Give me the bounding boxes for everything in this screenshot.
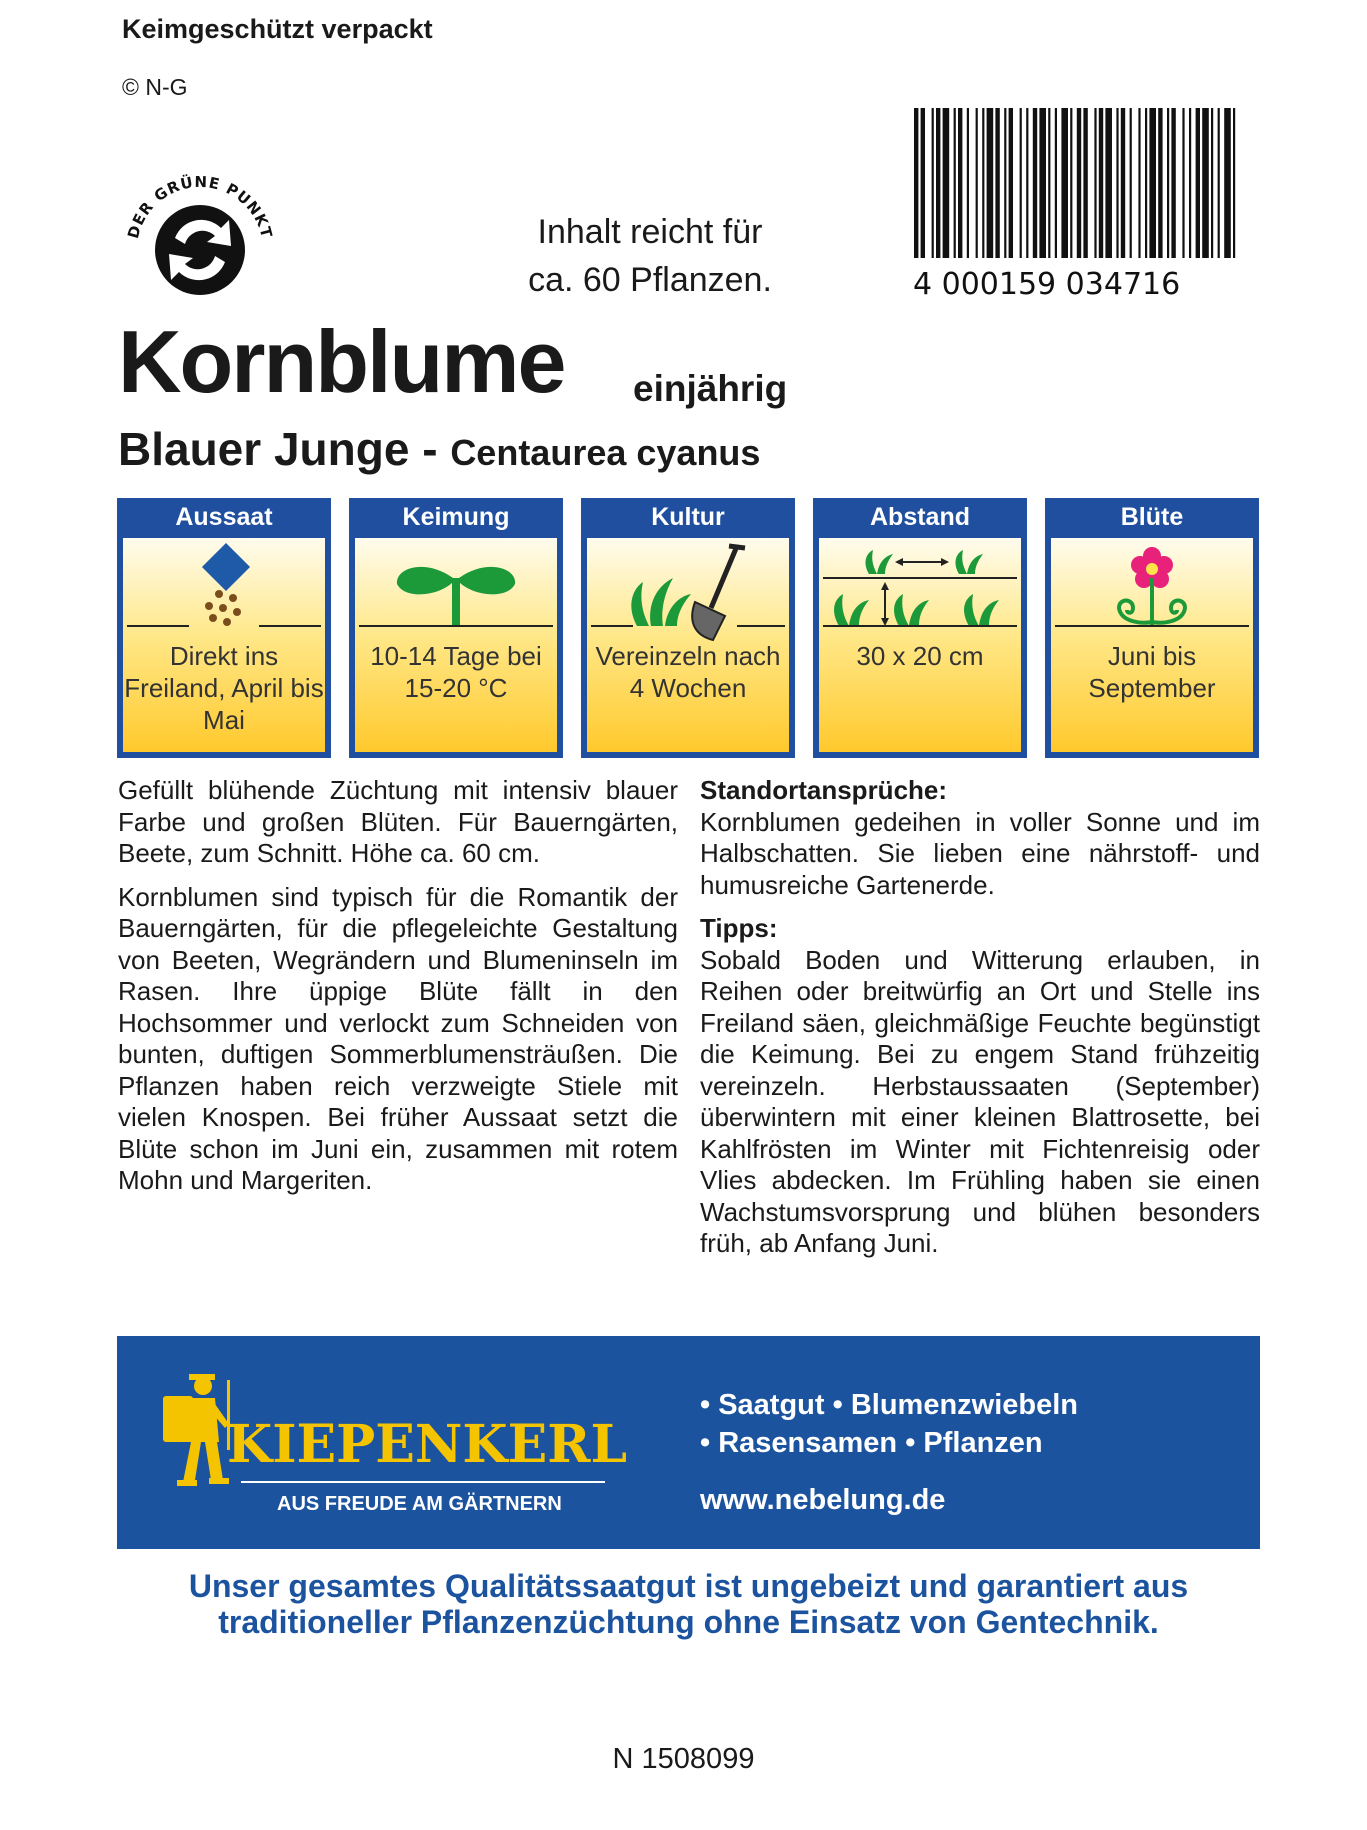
product-latin-name: Centaurea cyanus [450,432,761,473]
barcode-bar [1026,108,1028,258]
barcode-bar [1039,108,1046,258]
content-note-line2: ca. 60 Pflanzen. [528,261,772,299]
barcode-bar [1105,108,1112,258]
barcode-bar [1167,108,1169,258]
barcode-bar [1130,108,1132,258]
card-abstand [813,498,1027,758]
kiepenkerl-figure-icon [163,1374,230,1486]
barcode-bar [921,108,925,258]
card-keimung [349,498,563,758]
barcode-bar [967,108,969,258]
card-text: 30 x 20 cm [856,641,984,671]
brand-banner [117,1336,1260,1549]
barcode-bar [1202,108,1209,258]
barcode-bar [1218,108,1220,258]
card-kultur [581,498,795,758]
product-lines [700,1386,1078,1462]
gruener-punkt-logo [115,140,285,300]
copyright: © N-G [122,74,188,100]
content-note-line1: Inhalt reicht für [537,213,763,251]
brand-name: KIEPENKERL [227,1414,628,1475]
barcode-bar [1121,108,1125,258]
article-number: N 1508099 [612,1743,755,1775]
barcode-bar [1196,108,1200,258]
packaging-note: Keimgeschützt verpackt [122,14,433,44]
barcode-bar [987,108,994,258]
barcode-bar [1189,108,1191,258]
barcode-bar [1116,108,1118,258]
quality-note-line2: traditioneller Pflanzenzüchtung ohne Einsatz von Gentechnik. [218,1604,1159,1640]
barcode-bar [1211,108,1213,258]
card-title: Abstand [870,503,970,531]
card-text: Vereinzeln nach 4 Wochen [595,641,781,703]
barcode-bar [1149,108,1156,258]
barcode-bar [1020,108,1022,258]
card-title: Blüte [1120,503,1184,531]
card-bluete [1045,498,1259,758]
card-title: Kultur [651,503,725,531]
spade-icon [587,538,789,648]
barcode-bar [1077,108,1081,258]
location-text: Kornblumen gedeihen in voller Sonne und im Halbschatten. Sie lieben eine nährstoff- und humusreiche Gartenerde. [700,806,1260,900]
brand-slogan: AUS FREUDE AM GÄRTNERN [277,1493,562,1515]
barcode-bar [1224,108,1231,258]
barcode-bar [958,108,962,258]
tips-heading: Tipps: [700,913,778,943]
barcode-bar [1055,108,1057,258]
barcode-bar [1061,108,1068,258]
barcode-bar [1009,108,1013,258]
barcode-bars [914,108,1235,258]
barcode-bar [1138,108,1140,258]
description-paragraph-2: Kornblumen sind typisch für die Romantik der Bauerngärten, für die pflegeleichte Gestaltung von Beeten, Wegrändern und Blumeninseln im Rasen. Ihre üppige Blüte fällt in den Hochsommer und verlockt zum Schneiden von bunten, duftigen Sommerblumensträußen. Die Pflanzen haben reich verzweigte Stiele mit vielen Knospen. Bei früher Aussaat setzt die Blüte schon im Juni ein, zusammen mit rotem Mohn und Margeriten. [118,881,678,1195]
product-variety: Blauer Junge [118,423,410,475]
description-paragraph-1: Gefüllt blühende Züchtung mit intensiv blauer Farbe und großen Blüten. Für Bauerngärten, Beete, zum Schnitt. Höhe ca. 60 cm. [118,775,678,868]
kiepenkerl-logo [145,1370,635,1520]
barcode-bar [976,108,978,258]
card-title: Aussaat [175,503,273,531]
quality-note-line1: Unser gesamtes Qualitätssaatgut ist ungebeizt und garantiert aus [188,1568,1189,1604]
barcode-bar [1004,108,1006,258]
barcode [910,108,1250,300]
sowing-icon [123,538,325,648]
flower-icon [1051,538,1253,648]
barcode-bar [1099,108,1103,258]
card-text: Direkt ins Freiland, April bis Mai [124,641,324,735]
location-heading: Standortansprüche: [700,775,948,805]
content-note [490,208,810,304]
variety-separator: - [409,423,451,475]
barcode-bar [1171,108,1175,258]
tips-text: Sobald Boden und Witterung erlauben, in Reihen oder breitwürfig an Ort und Stelle ins Freiland säen, gleichmäßige Feuchte begünstigt die Keimung. Bei zu engem Stand frühzeitig vereinzeln. Herbstaussaaten (September) überwintern mit einer kleinen Blattrosette, bei Kahlfrösten im Winter mit Fichtenreisig oder Vlies abdecken. Im Frühling haben sie einen Wachstumsvorsprung und blühen besonders früh, ab Anfang Juni. [700,944,1260,1258]
barcode-bar [1145,108,1147,258]
barcode-bar [995,108,999,258]
care-column [700,775,1260,1272]
barcode-bar [1048,108,1050,258]
seedling-icon [355,538,557,648]
product-line-2: • Rasensamen • Pflanzen [700,1427,1043,1459]
barcode-bar [936,108,940,258]
barcode-bar [1033,108,1037,258]
quality-note [117,1568,1260,1640]
product-annual: einjährig [633,368,788,409]
gruener-punkt-text: DER GRÜNE PUNKT [124,172,276,241]
barcode-bar [1182,108,1184,258]
barcode-bar [954,108,956,258]
barcode-bar [1083,108,1087,258]
barcode-bar [943,108,950,258]
barcode-bar [1233,108,1235,258]
barcode-bar [982,108,984,258]
barcode-number: 4 000159 034716 [913,267,1181,300]
barcode-bar [1158,108,1162,258]
spacing-icon [819,538,1021,648]
description-column [118,775,678,1209]
product-line-1: • Saatgut • Blumenzwiebeln [700,1389,1079,1421]
card-title: Keimung [402,503,510,531]
card-text: 10-14 Tage bei 15-20 °C [370,641,542,703]
barcode-bar [914,108,918,258]
product-variety-line [118,423,761,475]
barcode-bar [932,108,934,258]
card-text: Juni bis September [1088,641,1216,703]
barcode-bar [1070,108,1072,258]
website-link[interactable]: www.nebelung.de [700,1484,946,1516]
card-aussaat [117,498,331,758]
product-name: Kornblume [118,312,565,411]
barcode-bar [1094,108,1096,258]
